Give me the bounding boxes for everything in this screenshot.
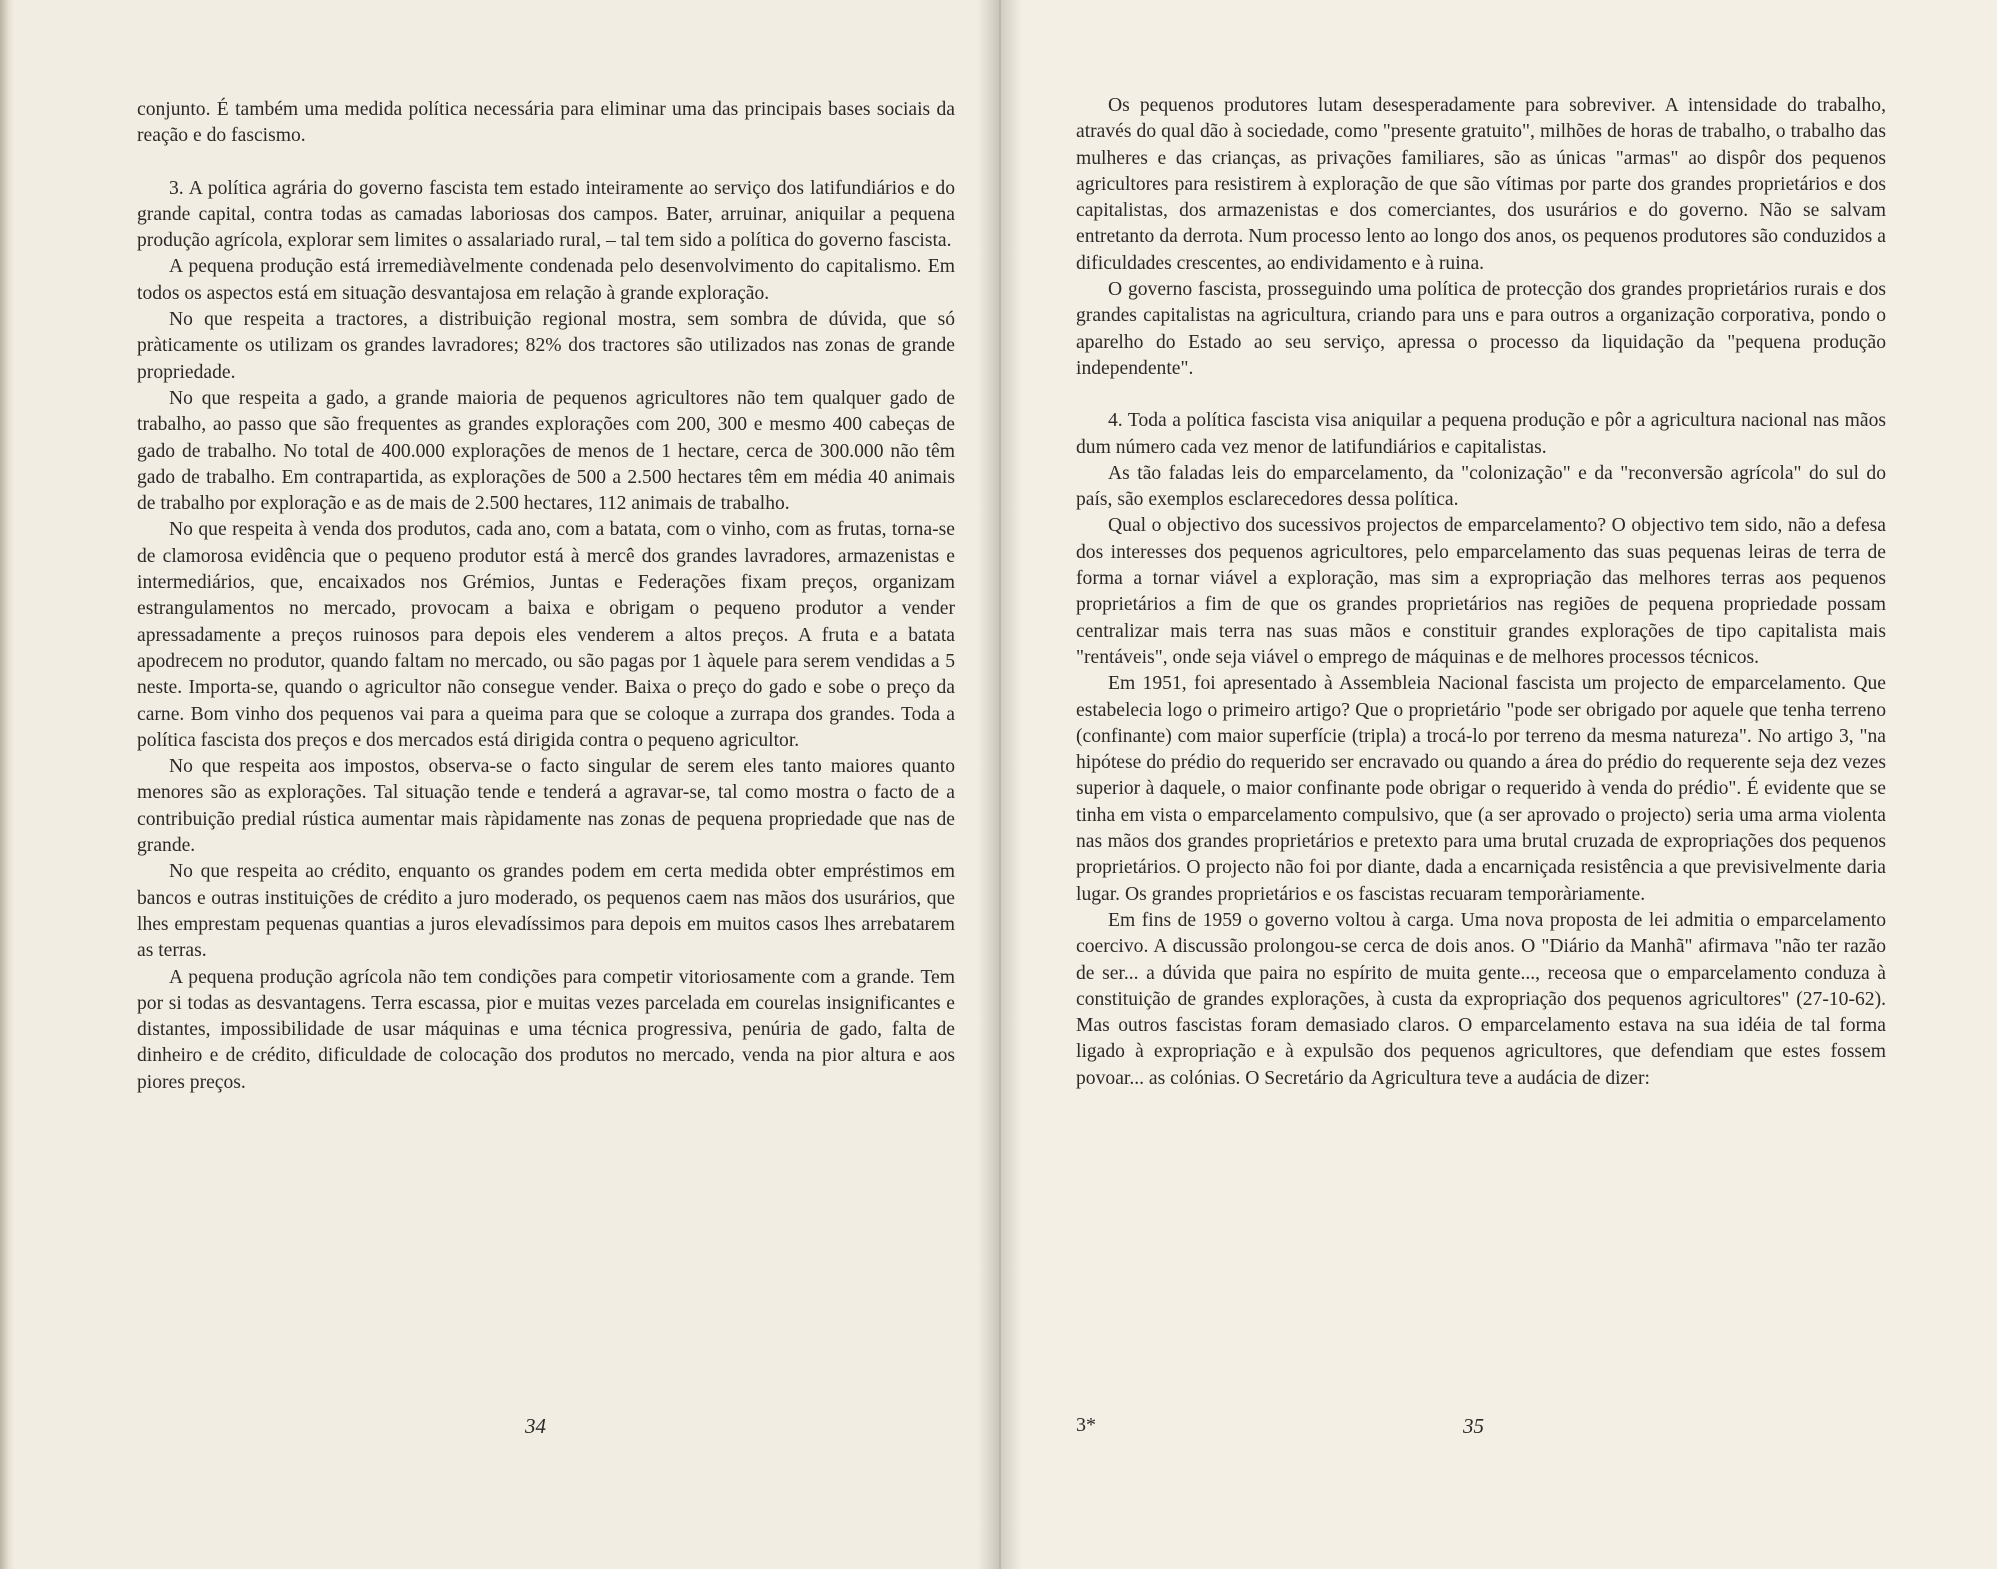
page-number: 34: [525, 1414, 546, 1438]
page-edges: [0, 0, 14, 1569]
paragraph: conjunto. É também uma medida política necessária para eliminar uma das principais bases sociais da reação e do fascismo.: [137, 99, 955, 147]
paragraph: 3. A política agrária do governo fascista tem estado inteiramente ao serviço dos latifundiários e do grande capital, contra todas as camadas laboriosas dos campos. Bater, arruinar, aniquilar a pequena produção agrícola, explorar sem limites o assalariado rural, – tal tem sido a política do governo fascista.: [137, 177, 955, 252]
paragraph: No que respeita a tractores, a distribuição regional mostra, sem sombra de dúvida, que só pràticamente os utilizam os grandes lavradores; 82% dos tractores são utilizados nas zonas de grande propriedade.: [137, 309, 955, 383]
paragraph: No que respeita aos impostos, observa-se o facto singular de serem eles tanto maiores quanto menores são as explorações. Tal situação tende e tenderá a agravar-se, tal como mostra o facto de a contribuição predial rústica aumentar mais ràpidamente nas zonas de pequena propriedade que nas de grande.: [137, 756, 955, 857]
paragraph: Os pequenos produtores lutam desesperadamente para sobreviver. A intensidade do trabalho, através do qual dão à sociedade, como "presente gratuito", milhões de horas de trabalho, o trabalho das mulheres e das crianças, as privações familiares, são as únicas "armas" ao dispôr dos pequenos agricultores para resistirem à exploração de que são vítimas por parte dos grandes proprietários e dos capitalistas, dos armazenistas e dos comerciantes, dos usurários e do governo. Não se salvam entretanto da derrota. Num processo lento ao longo dos anos, os pequenos produtores são conduzidos a dificuldades crescentes, ao endividamento e à ruina.: [1076, 95, 1886, 274]
paragraph: No que respeita ao crédito, enquanto os grandes podem em certa medida obter empréstimos em bancos e outras instituições de crédito a juro moderado, os pequenos caem nas mãos dos usurários, que lhes emprestam pequenas quantias a juros elevadíssimos para depois em muitos casos lhes arrebatarem as terras.: [137, 861, 955, 962]
paragraph: 4. Toda a política fascista visa aniquilar a pequena produção e pôr a agricultura nacional nas mãos dum número cada vez menor de latifundiários e capitalistas.: [1076, 410, 1886, 458]
paragraph: O governo fascista, prosseguindo uma política de protecção dos grandes proprietários rurais e dos grandes capitalistas na agricultura, criando para uns e para outros a organização corporativa, pondo o aparelho do Estado ao seu serviço, apressa o processo da liquidação da "pequena produção independente".: [1076, 279, 1886, 379]
paragraph: No que respeita à venda dos produtos, cada ano, com a batata, com o vinho, com as frutas, torna-se de clamorosa evidência que o pequeno produtor está à mercê dos grandes lavradores, armazenistas e intermediários, que, encaixados nos Grémios, Juntas e Federações fixam preços, organizam estrangulamentos no mercado, provocam a baixa e obrigam o pequeno produtor a vender apressadamente a preços ruinosos para depois eles venderem a altos preços. A fruta e a batata apodrecem no produtor, quando faltam no mercado, ou são pagas por 1 àquele para serem vendidas a 5 neste. Importa-se, quando o agricultor não consegue vender. Baixa o preço do gado e sobe o preço da carne. Bom vinho dos pequenos vai para a queima para que se coloque a zurrapa dos grandes. Toda a política fascista dos preços e dos mercados está dirigida contra o pequeno agricultor.: [137, 519, 955, 751]
paragraph: Qual o objectivo dos sucessivos projectos de emparcelamento? O objectivo tem sido, não a defesa dos interesses dos pequenos agricultores, pelo emparcelamento das suas pequenas leiras de terra de forma a tornar viável a exploração, mas sim a expropriação das melhores terras aos pequenos proprietários a fim de que os grandes proprietários nas regiões de pequena propriedade possam centralizar mais terra nas suas mãos e constituir grandes explorações de tipo capitalista mais "rentáveis", onde seja viável o emprego de máquinas e de melhores processos técnicos.: [1076, 515, 1886, 668]
paragraph: No que respeita a gado, a grande maioria de pequenos agricultores não tem qualquer gado de trabalho, ao passo que são frequentes as grandes explorações com 200, 300 e mesmo 400 cabeças de gado de trabalho. No total de 400.000 explorações de menos de 1 hectare, cerca de 300.000 não têm gado de trabalho. Em contrapartida, as explorações de 500 a 2.500 hectares têm em média 40 animais de trabalho por exploração e as de mais de 2.500 hectares, 112 animais de trabalho.: [137, 387, 955, 515]
signature-mark: 3*: [1076, 1414, 1096, 1436]
page-number: 35: [1463, 1414, 1484, 1438]
paragraph: A pequena produção está irremediàvelmente condenada pelo desenvolvimento do capitalismo. Em todos os aspectos está em situação desvantajosa em relação à grande exploração.: [137, 256, 955, 304]
right-page-text: [1076, 93, 1886, 1092]
paragraph: Em 1951, foi apresentado à Assembleia Nacional fascista um projecto de emparcelamento. Que estabelecia logo o primeiro artigo? Que o proprietário "pode ser obrigado por aquele que tenha terreno (confinante) com maior superfície (tripla) a trocá-lo por terreno da mesma natureza". No artigo 3, "na hipótese do prédio do requerido ser encravado ou quando a área do prédio do requerente seja dez vezes superior à daquele, o maior confinante pode obrigar o requerido à venda do prédio". É evidente que se tinha em vista o emparcelamento compulsivo, que (a ser aprovado o projecto) seria uma arma violenta nas mãos dos grandes proprietários e pretexto para uma brutal cruzada de expropriações dos pequenos proprietários. O projecto não foi por diante, dada a encarniçada resistência a que previsivelmente daria lugar. Os grandes proprietários e os fascistas recuaram temporàriamente.: [1076, 673, 1886, 905]
paragraph: A pequena produção agrícola não tem condições para competir vitoriosamente com a grande. Tem por si todas as desvantagens. Terra escassa, pior e muitas vezes parcelada em courelas insignificantes e distantes, impossibilidade de usar máquinas e uma técnica progressiva, penúria de gado, falta de dinheiro e de crédito, dificuldade de colocação dos produtos no mercado, venda na pior altura e aos piores preços.: [137, 966, 955, 1093]
paragraph: As tão faladas leis do emparcelamento, da "colonização" e da "reconversão agrícola" do sul do país, são exemplos esclarecedores dessa política.: [1076, 462, 1886, 511]
right-page: [1000, 0, 1997, 1569]
book-gutter: [978, 0, 1022, 1569]
left-page-text: [137, 97, 955, 1096]
paragraph: Em fins de 1959 o governo voltou à carga. Uma nova proposta de lei admitia o emparcelamento coercivo. A discussão prolongou-se cerca de dois anos. O "Diário da Manhã" afirmava "não ter razão de ser... a dúvida que paira no espírito de muita gente..., receosa que o emparcelamento conduza à constituição de grandes explorações, à custa da expropriação dos pequenos agricultores" (27-10-62). Mas outros fascistas foram demasiado claros. O emparcelamento estava na sua idéia de tal forma ligado à expropriação e à expulsão dos pequenos agricultores, que defendiam que estes fossem povoar... as colónias. O Secretário da Agricultura teve a audácia de dizer:: [1076, 909, 1886, 1089]
